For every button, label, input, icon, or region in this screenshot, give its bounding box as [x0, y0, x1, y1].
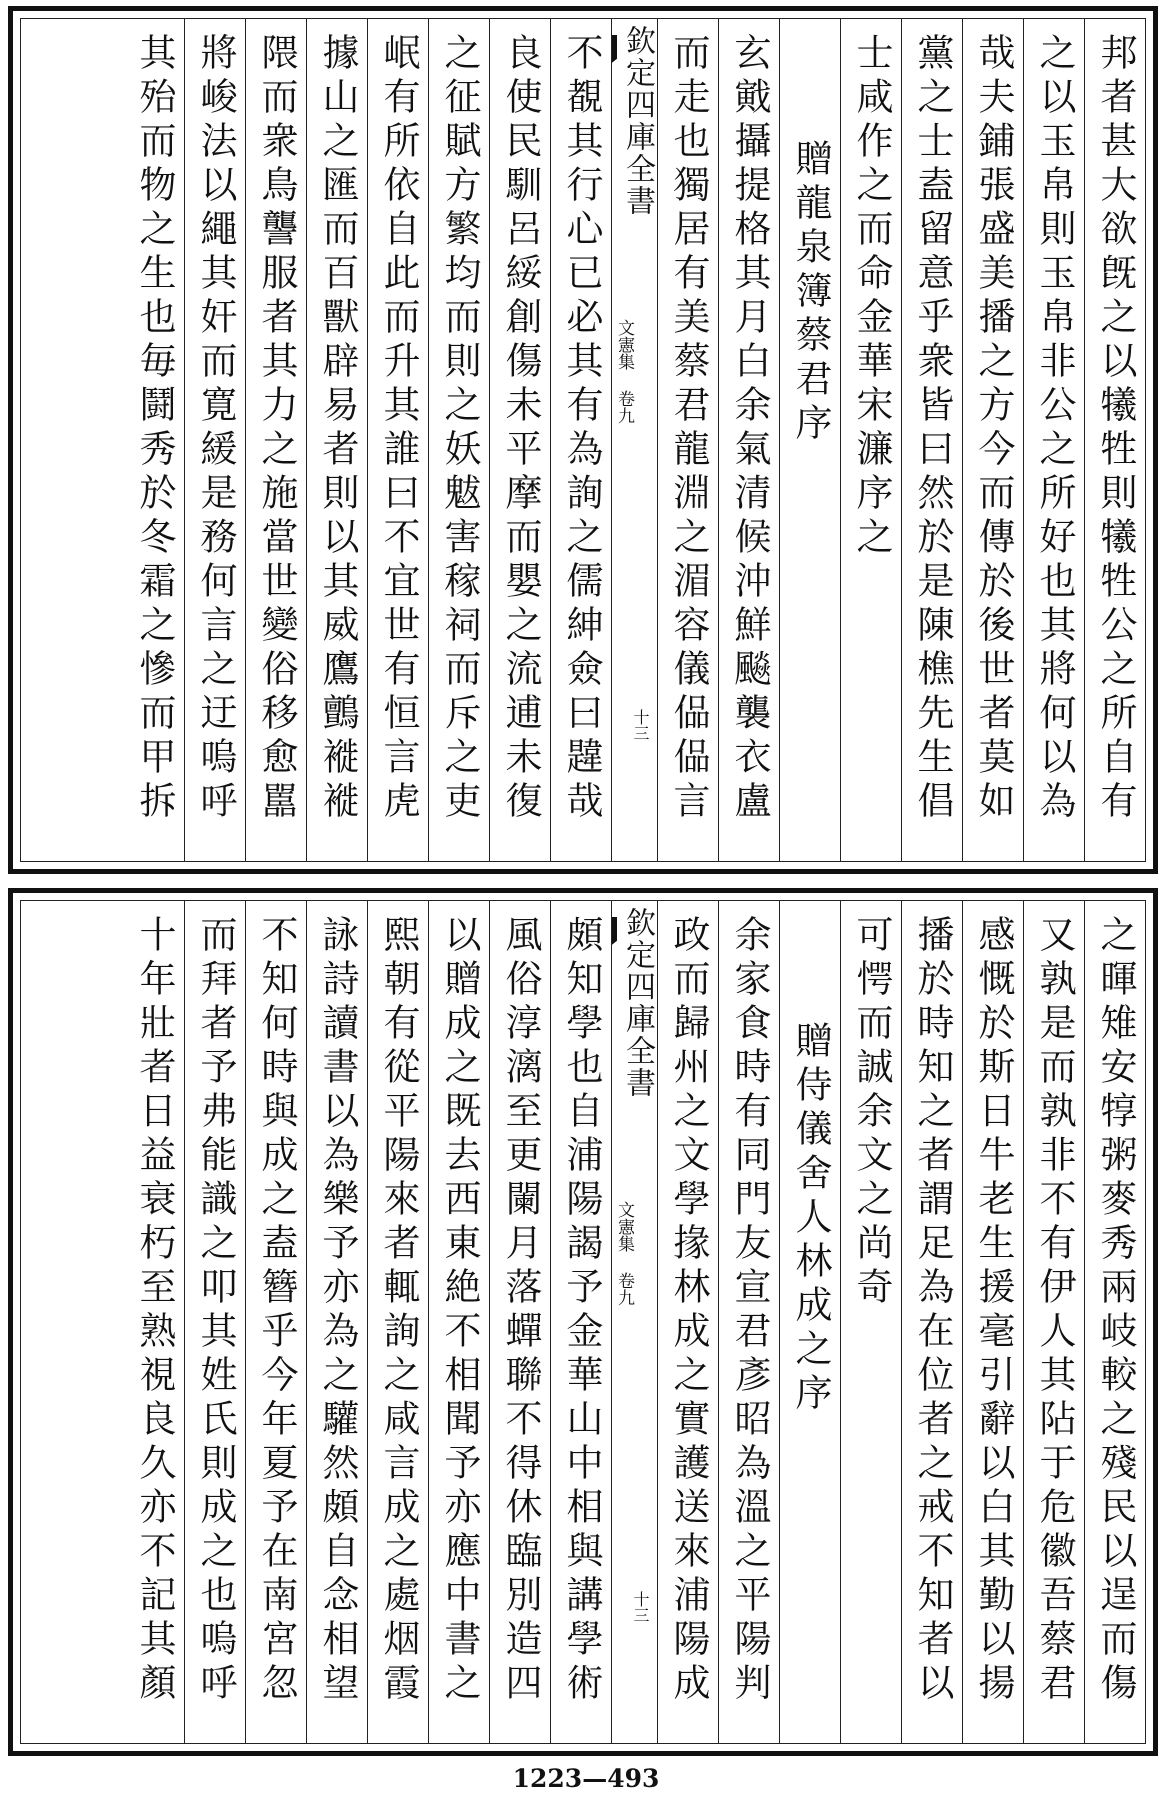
text-column: 余家食時有同門友宣君彥昭為溫之平陽判	[718, 901, 779, 1743]
volume-label: 文憲集 卷九	[614, 319, 634, 424]
text-column: 良使民馴呂綏創傷未平摩而嬰之流逋未復	[489, 19, 550, 861]
page-number: 1223—493	[512, 1764, 660, 1793]
text-column: 不覩其行心已必其有為詢之儒紳僉曰韙哉	[550, 19, 611, 861]
book-title: 欽定四庫全書	[620, 25, 655, 217]
text-column: 不知何時與成之盍簪乎今年夏予在南宮忽	[245, 901, 306, 1743]
text-column: 據山之匯而百獸辟易者則以其威鷹鸇褷褷	[306, 19, 367, 861]
text-column: 黨之士盍留意乎衆皆曰然於是陳樵先生倡	[901, 19, 962, 861]
text-column: 又孰是而孰非不有伊人其阽于危徽吾蔡君	[1023, 901, 1084, 1743]
text-column: 感慨於斯日牛老生援毫引辭以白其勤以揚	[962, 901, 1023, 1743]
text-column: 以贈成之既去西東絶不相聞予亦應中書之	[428, 901, 489, 1743]
text-column: 詠詩讀書以為樂予亦為之驩然頗自念相望	[306, 901, 367, 1743]
section-heading: 贈侍儀舍人林成之序	[779, 901, 840, 1743]
bottom-leaf	[8, 888, 1158, 1756]
folio-number: 十三	[631, 1591, 650, 1623]
text-column: 而走也獨居有美蔡君龍淵之湄容儀偘偘言	[657, 19, 718, 861]
bottom-leaf-columns	[21, 901, 1145, 1743]
book-title: 欽定四庫全書	[620, 907, 655, 1099]
text-column: 隈而衆鳥讋服者其力之施當世變俗移愈嚚	[245, 19, 306, 861]
fish-tail-icon	[611, 917, 617, 951]
folio-number: 十三	[631, 709, 650, 741]
text-column: 播於時知之者謂足為在位者之戒不知者以	[901, 901, 962, 1743]
text-column: 之暉雉安犉粥麥秀兩岐較之殘民以逞而傷	[1084, 901, 1145, 1743]
text-column: 而拜者予弗能識之叩其姓氏則成之也嗚呼	[184, 901, 245, 1743]
text-column: 風俗淳漓至更闌月落蟬聯不得休臨別造四	[489, 901, 550, 1743]
text-column: 其殆而物之生也毎鬪秀於冬霜之慘而甲拆	[133, 33, 176, 825]
text-column: 岷有所依自此而升其誰曰不宜世有恒言虎	[367, 19, 428, 861]
top-leaf	[8, 6, 1158, 874]
text-column: 十年壯者日益衰朽至熟視良久亦不記其顏	[133, 915, 176, 1707]
text-column: 之征賦方繁均而則之妖魃害稼祠而斥之吏	[428, 19, 489, 861]
volume-label: 文憲集 卷九	[614, 1201, 634, 1306]
text-column: 哉夫鋪張盛美播之方今而傳於後世者莫如	[962, 19, 1023, 861]
text-column: 玄戭攝提格其月白余氣清候沖鮮飈襲衣盧	[718, 19, 779, 861]
text-column: 邦者甚大欲旣之以犧牲則犧牲公之所自有	[1084, 19, 1145, 861]
center-fold	[611, 19, 657, 861]
top-leaf-columns	[21, 19, 1145, 861]
bottom-leaf-frame	[20, 900, 1146, 1744]
top-leaf-frame	[20, 18, 1146, 862]
text-column: 可愕而誠余文之尚奇	[840, 901, 901, 1743]
fish-tail-icon	[611, 35, 617, 69]
text-column: 之以玉帛則玉帛非公之所好也其將何以為	[1023, 19, 1084, 861]
text-column: 將峻法以繩其奸而寛緩是務何言之迂嗚呼	[184, 19, 245, 861]
text-column: 士咸作之而命金華宋濂序之	[840, 19, 901, 861]
text-column: 熙朝有從平陽來者輒詢之咸言成之處烟霞	[367, 901, 428, 1743]
text-column: 頗知學也自浦陽謁予金華山中相與講學術	[550, 901, 611, 1743]
section-heading: 贈龍泉簿蔡君序	[779, 19, 840, 861]
text-column: 政而歸州之文學掾林成之實護送來浦陽成	[657, 901, 718, 1743]
center-fold	[611, 901, 657, 1743]
